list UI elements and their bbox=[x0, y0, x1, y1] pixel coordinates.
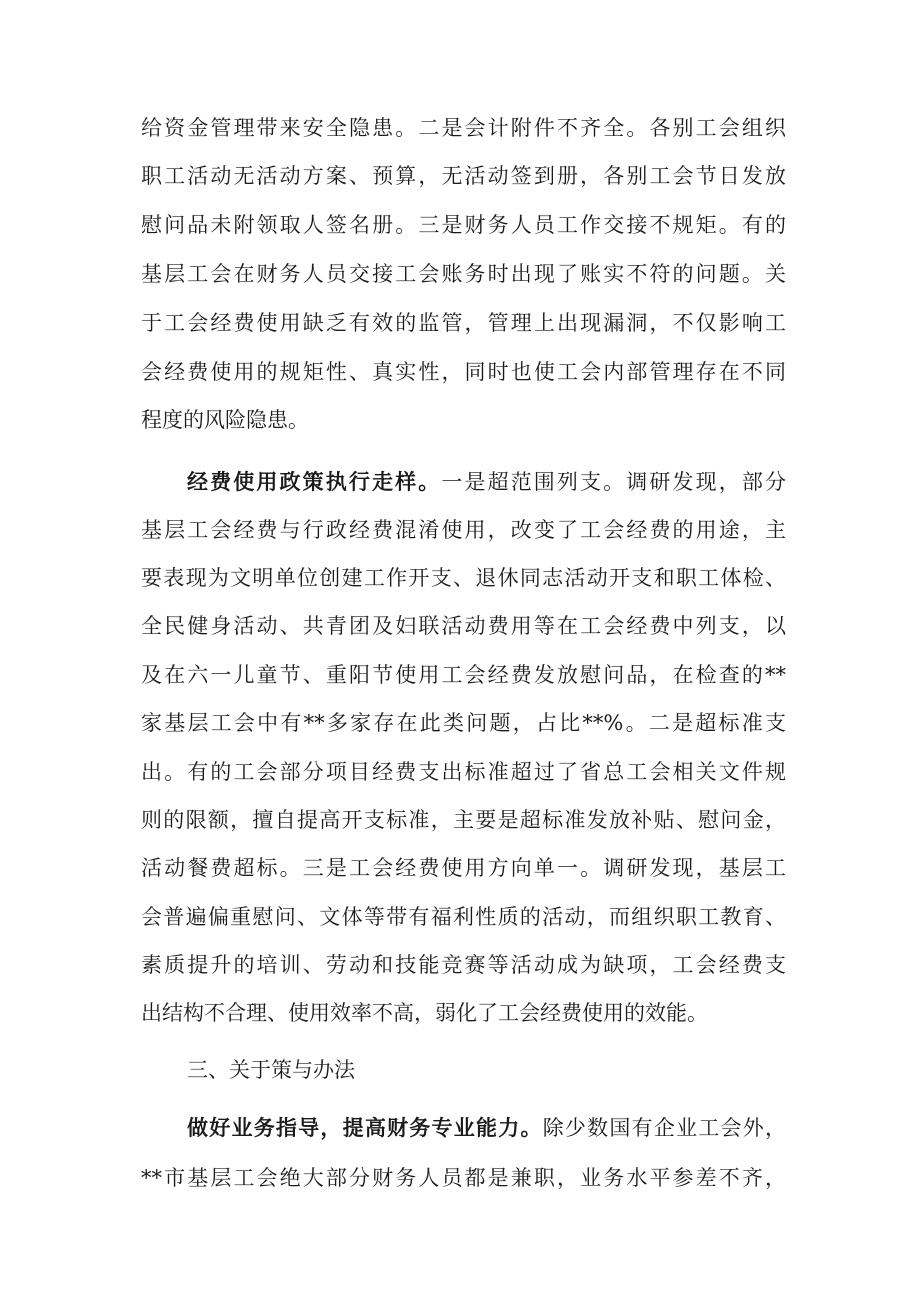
line-text: 家基层工会中有**多家存在此类问题，占比**%。二是超标准支 bbox=[141, 711, 786, 735]
line-text: 则的限额，擅自提高开支标准，主要是超标准发放补贴、慰问金， bbox=[141, 808, 786, 832]
paragraph-line bbox=[141, 752, 786, 792]
line-text: 除少数国有企业工会外， bbox=[542, 1116, 786, 1140]
paragraph-line bbox=[141, 1158, 786, 1198]
paragraph-line bbox=[187, 1108, 786, 1148]
paragraph-line bbox=[141, 156, 786, 196]
line-text: 活动餐费超标。三是工会经费使用方向单一。调研发现，基层工 bbox=[141, 856, 786, 880]
paragraph-heading: 做好业务指导，提高财务专业能力。 bbox=[187, 1115, 543, 1140]
section-heading-text: 三、关于策与办法 bbox=[187, 1058, 355, 1082]
line-text: 出结构不合理、使用效率不高，弱化了工会经费使用的效能。 bbox=[141, 1001, 708, 1025]
paragraph-line bbox=[141, 108, 786, 148]
paragraph-line bbox=[141, 703, 786, 743]
paragraph-line bbox=[141, 510, 786, 550]
line-text: 出。有的工会部分项目经费支出标准超过了省总工会相关文件规 bbox=[141, 760, 786, 784]
line-text: 会普遍偏重慰问、文体等带有福利性质的活动，而组织职工教育、 bbox=[141, 905, 786, 929]
paragraph-line bbox=[141, 655, 786, 695]
line-text: **市基层工会绝大部分财务人员都是兼职，业务水平参差不齐， bbox=[141, 1166, 786, 1190]
paragraph-line bbox=[141, 897, 786, 937]
paragraph-line bbox=[141, 352, 786, 392]
line-text: 及在六一儿童节、重阳节使用工会经费发放慰问品，在检查的** bbox=[141, 663, 786, 687]
line-text: 基层工会在财务人员交接工会账务时出现了账实不符的问题。关 bbox=[141, 262, 786, 286]
paragraph-line bbox=[141, 993, 786, 1033]
paragraph-line bbox=[141, 558, 786, 598]
paragraph-line bbox=[141, 848, 786, 888]
section-heading bbox=[187, 1050, 786, 1090]
line-text: 素质提升的培训、劳动和技能竞赛等活动成为缺项，工会经费支 bbox=[141, 953, 786, 977]
line-text: 给资金管理带来安全隐患。二是会计附件不齐全。各别工会组织 bbox=[141, 116, 786, 140]
paragraph-line bbox=[141, 254, 786, 294]
line-text: 于工会经费使用缺乏有效的监管，管理上出现漏洞，不仅影响工 bbox=[141, 311, 786, 335]
line-text: 一是超范围列支。调研发现，部分 bbox=[441, 470, 786, 494]
paragraph-heading: 经费使用政策执行走样。 bbox=[187, 469, 442, 494]
line-text: 要表现为文明单位创建工作开支、退休同志活动开支和职工体检、 bbox=[141, 566, 786, 590]
line-text: 基层工会经费与行政经费混淆使用，改变了工会经费的用途，主 bbox=[141, 518, 786, 542]
paragraph-line bbox=[141, 800, 786, 840]
line-text: 职工活动无活动方案、预算，无活动签到册，各别工会节日发放 bbox=[141, 164, 786, 188]
line-text: 程度的风险隐患。 bbox=[141, 408, 309, 432]
paragraph-line bbox=[187, 462, 786, 502]
paragraph-line bbox=[141, 205, 786, 245]
paragraph-line bbox=[141, 303, 786, 343]
paragraph-line bbox=[141, 606, 786, 646]
line-text: 全民健身活动、共青团及妇联活动费用等在工会经费中列支，以 bbox=[141, 614, 786, 638]
paragraph-line bbox=[141, 945, 786, 985]
line-text: 会经费使用的规矩性、真实性，同时也使工会内部管理存在不同 bbox=[141, 360, 786, 384]
paragraph-line bbox=[141, 400, 786, 440]
line-text: 慰问品未附领取人签名册。三是财务人员工作交接不规矩。有的 bbox=[141, 213, 786, 237]
